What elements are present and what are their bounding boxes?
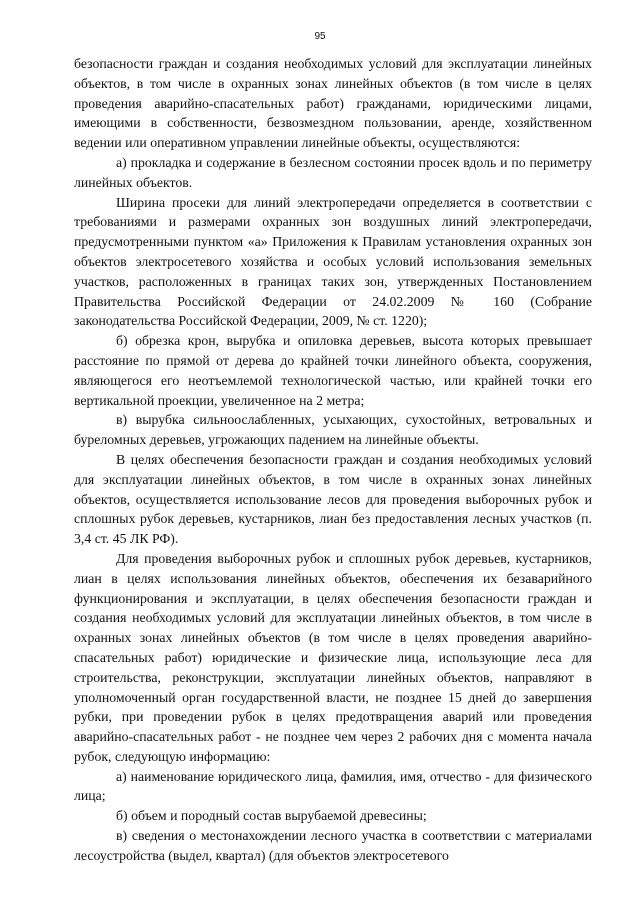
list-item-b-volume: б) объем и породный состав вырубаемой древесины; xyxy=(116,808,427,824)
paragraph-clearing-width: Ширина просеки для линий электропередачи определяется в соответствии с требованиями и размерами охранных зон воздушных линий электропередачи, предусмотренными пунктом «а» Приложения к Правилам установления охранных зон объектов электросетевого хозяйства и особых условий использования земельных участков, расположенных в границах таких зон, утвержденных Постановлением Правительства Российской Федерации от 24.02.2009 № 160 (Собрание законодательства Российской Федерации, 2009, № ст. 1220); xyxy=(74,194,592,329)
paragraph-felling-procedure: Для проведения выборочных рубок и сплошных рубок деревьев, кустарников, лиан в целях использования линейных объектов, обеспечения их безаварийного функционирования и эксплуатации, в целях обеспечения безопасности граждан и создания необходимых условий для эксплуатации линейных объектов, в том числе в охранных зонах линейных объектов (в том числе в целях проведения аварийно-спасательных работ) юридические и физические лица, использующие леса для строительства, реконструкции, эксплуатации линейных объектов, направляют в уполномоченный орган государственной власти, не позднее 15 дней до завершения рубки, при проведении рубок в целях предотвращения аварий или проведения аварийно-спасательных работ - не позднее чем через 2 рабочих дня с момента начала рубок, следующую информацию: xyxy=(74,550,592,764)
list-item-v-location: в) сведения о местонахождении лесного участка в соответствии с материалами лесоустройства (выдел, квартал) (для объектов электросетевого xyxy=(74,828,592,863)
list-item-v-felling: в) вырубка сильноослабленных, усыхающих, сухостойных, ветровальных и буреломных деревьев, угрожающих падением на линейные объекты. xyxy=(74,412,592,448)
list-item-a-name: а) наименование юридического лица, фамилия, имя, отчество - для физического лица; xyxy=(74,768,592,804)
body-text xyxy=(74,54,592,866)
list-item-b-pruning: б) обрезка крон, вырубка и опиловка деревьев, высота которых превышает расстояние по прямой от дерева до крайней точки линейного объекта, сооружения, являющегося его неотъемлемой технологической частью, или крайней точки его вертикальной проекции, увеличенное на 2 метра; xyxy=(74,333,592,408)
paragraph-forest-use: В целях обеспечения безопасности граждан и создания необходимых условий для эксплуатации линейных объектов, в том числе в охранных зонах линейных объектов, осуществляется использование лесов для проведения выборочных рубок и сплошных рубок деревьев, кустарников, лиан без предоставления лесных участков (п. 3,4 ст. 45 ЛК РФ). xyxy=(74,451,592,547)
page-number: 95 xyxy=(314,31,326,42)
paragraph-intro: безопасности граждан и создания необходимых условий для эксплуатации линейных объектов, в том числе в охранных зонах линейных объектов (в том числе в целях проведения аварийно-спасательных работ) гражданами, юридическими лицами, имеющими в собственности, безвозмездном пользовании, аренде, хозяйственном ведении или оперативном управлении линейные объекты, осуществляются: xyxy=(74,56,592,151)
list-item-a-clearings: а) прокладка и содержание в безлесном состоянии просек вдоль и по периметру линейных объектов. xyxy=(74,154,592,190)
